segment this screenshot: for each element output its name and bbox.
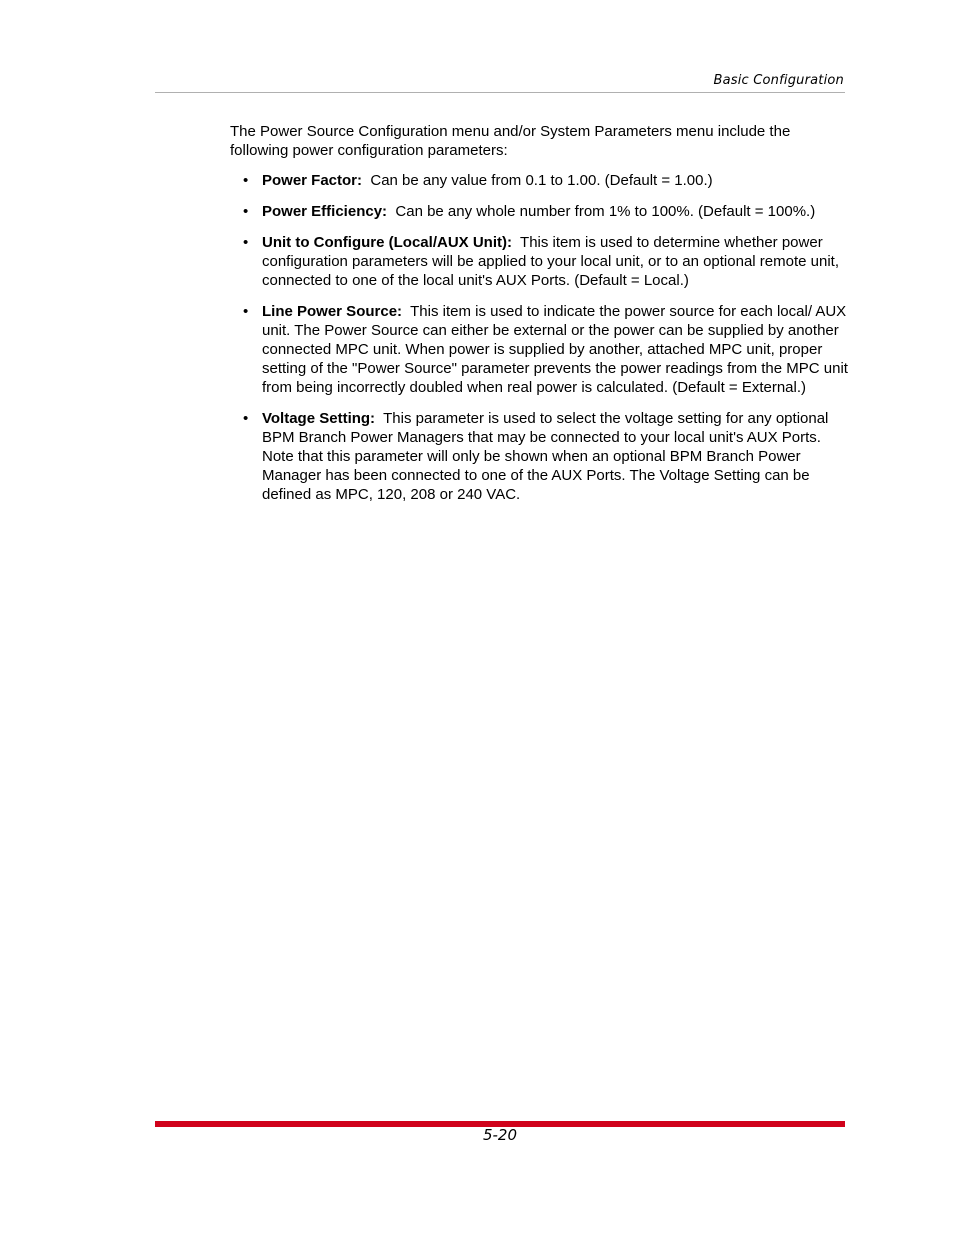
intro-paragraph: The Power Source Configuration menu and/or System Parameters menu include the following power configuration parameters: — [230, 123, 791, 159]
bullet-icon: • — [243, 203, 249, 220]
param-term: Power Factor: — [262, 172, 363, 189]
bullet-icon: • — [243, 303, 249, 320]
list-item — [230, 171, 850, 190]
list-item — [230, 302, 850, 397]
list-item — [230, 409, 850, 504]
param-term: Unit to Configure (Local/AUX Unit): — [262, 234, 512, 251]
bullet-icon: • — [243, 234, 249, 251]
param-term: Power Efficiency: — [262, 203, 388, 220]
list-item — [230, 233, 850, 290]
param-description: Can be any whole number from 1% to 100%. (Default = 100%.) — [395, 203, 816, 220]
page-number: 5-20 — [482, 1126, 518, 1144]
parameter-list — [230, 171, 850, 504]
param-description: Can be any value from 0.1 to 1.00. (Default = 1.00.) — [370, 172, 713, 189]
param-description: This parameter is used to select the voltage setting for any optional BPM Branch Power Managers that may be connected to your local unit's AUX Ports. Note that this parameter will only be shown when an optional BPM Branch Power Manager has been connected to one of the AUX Ports. The Voltage Setting can be defined as MPC, 120, 208 or 240 VAC. — [262, 410, 829, 503]
running-header-title: Basic Configuration — [713, 73, 844, 88]
header-divider — [155, 92, 845, 93]
param-description: This item is used to determine whether power configuration parameters will be applied to your local unit, or to an optional remote unit, connected to one of the local unit's AUX Ports. (Default = Local.) — [262, 234, 839, 289]
param-description: This item is used to indicate the power source for each local/ AUX unit. The Power Source can either be external or the power can be supplied by another connected MPC unit. When power is supplied by another, attached MPC unit, proper setting of the "Power Source" parameter prevents the power readings from the MPC unit from being incorrectly doubled when real power is calculated. (Default = External.) — [262, 303, 848, 396]
page-content — [230, 122, 850, 516]
param-term: Voltage Setting: — [262, 410, 376, 427]
param-term: Line Power Source: — [262, 303, 403, 320]
bullet-icon: • — [243, 410, 249, 427]
bullet-icon: • — [243, 172, 249, 189]
list-item — [230, 202, 850, 221]
